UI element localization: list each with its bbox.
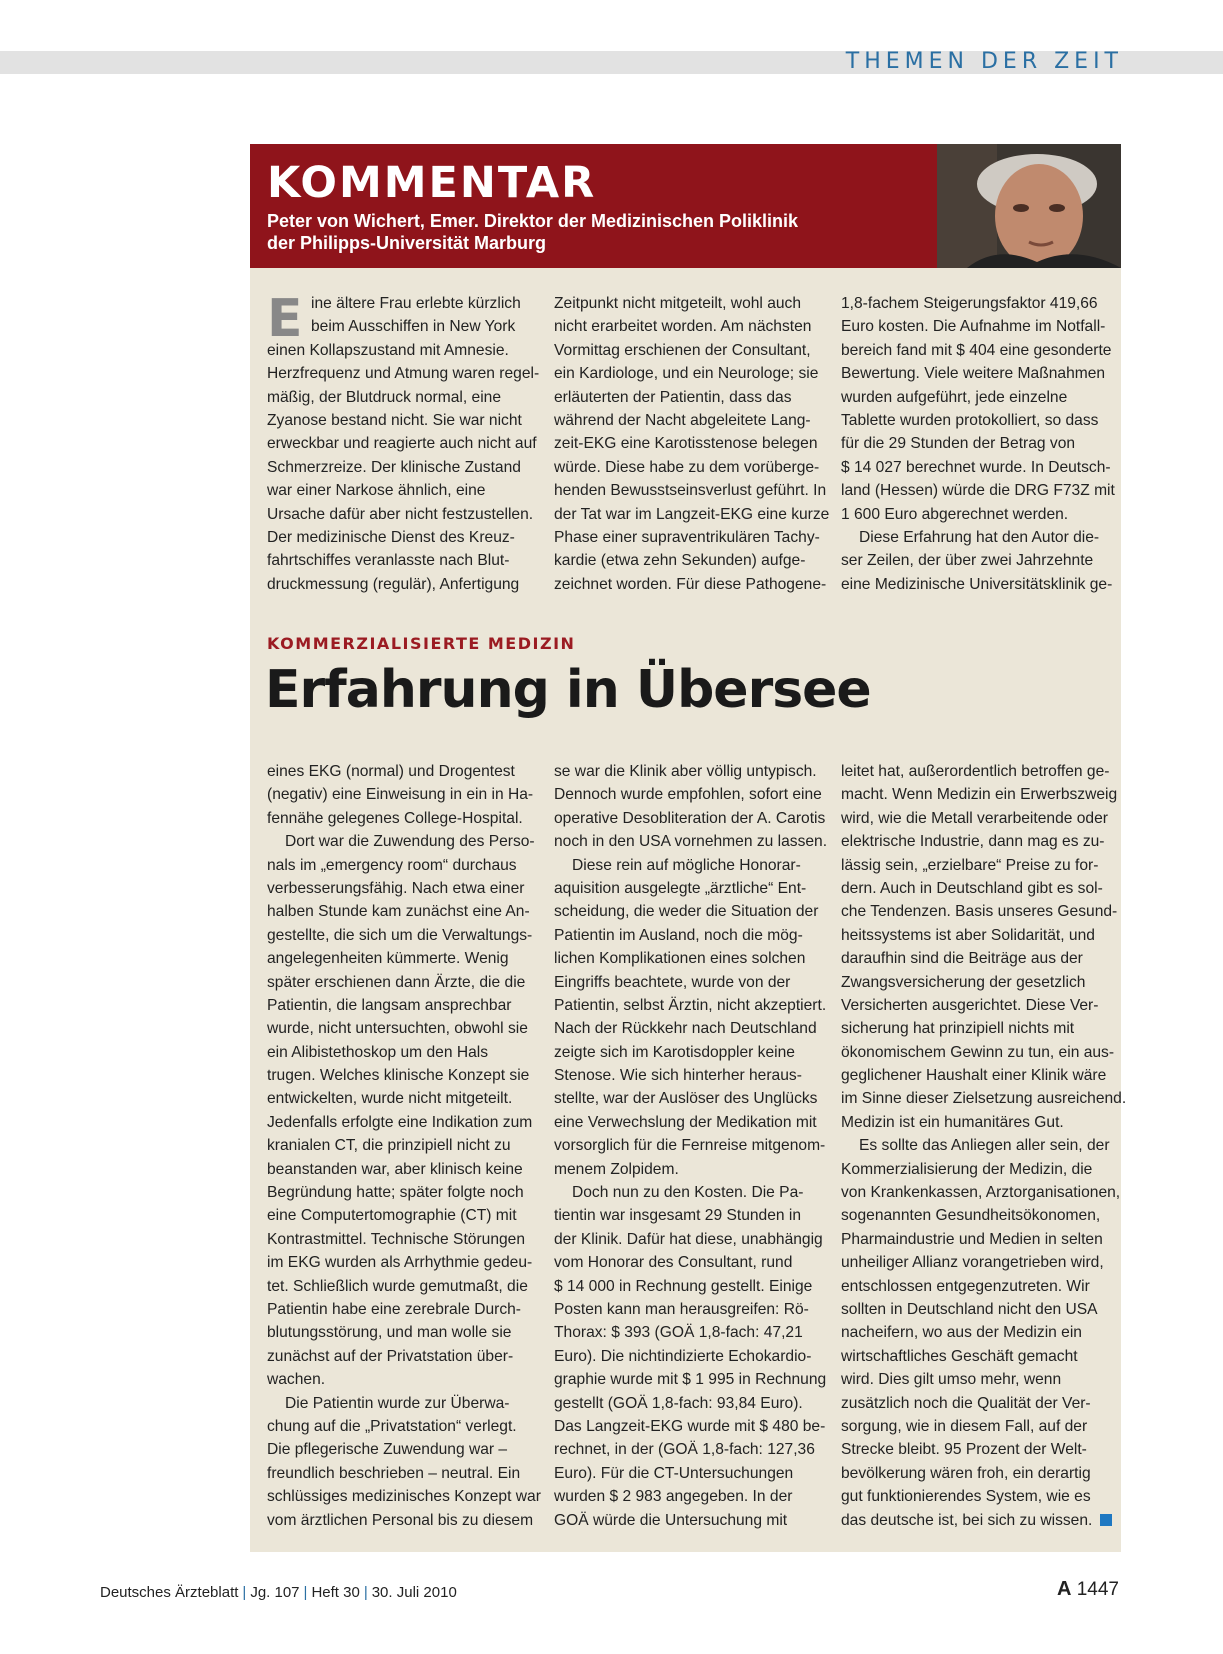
comment-header xyxy=(250,144,937,268)
author-photo xyxy=(937,144,1121,268)
text-line: gestellte, die sich um die Verwaltungs- xyxy=(267,926,533,944)
footer-citation xyxy=(100,1584,457,1601)
text-line: Nach der Rückkehr nach Deutschland xyxy=(554,1020,817,1038)
bottom-column-1 xyxy=(267,760,541,1532)
text-line: sogenannten Gesundheitsökonomen, xyxy=(841,1207,1101,1225)
text-line: Eingriffs beachtete, wurde von der xyxy=(554,973,791,991)
text-line: leitet hat, außerordentlich betroffen ge- xyxy=(841,763,1110,780)
text-line: zusätzlich noch die Qualität der Ver- xyxy=(841,1394,1091,1412)
text-line: $ 14 027 berechnet wurde. In Deutsch- xyxy=(841,458,1111,476)
text-line: Die Patientin wurde zur Überwa- xyxy=(285,1394,510,1412)
bottom-column-2 xyxy=(554,760,828,1532)
text-line: gestellt (GOÄ 1,8-fach: 93,84 Euro). xyxy=(554,1394,803,1412)
text-line: druckmessung (regulär), Anfertigung xyxy=(267,575,520,593)
text-line: eine Computertomographie (CT) mit xyxy=(267,1207,517,1225)
author-portrait-image xyxy=(937,144,1121,268)
text-line: nals im „emergency room“ durchaus xyxy=(267,856,517,874)
text-line: Versicherten ausgerichtet. Diese Ver- xyxy=(841,996,1099,1014)
text-line: Diese Erfahrung hat den Autor die- xyxy=(859,528,1100,546)
text-line: einen Kollapszustand mit Amnesie. xyxy=(267,341,509,359)
text-line: kranialen CT, die prinzipiell nicht zu xyxy=(267,1137,511,1155)
text-line: der Klinik. Dafür hat diese, unabhängig xyxy=(554,1230,823,1248)
text-line: eine Medizinische Universitätsklinik ge- xyxy=(841,575,1113,593)
text-line: lichen Komplikationen eines solchen xyxy=(554,950,806,968)
text-line: se war die Klinik aber völlig untypisch. xyxy=(554,763,817,780)
text-line: fahrtschiffes veranlasste nach Blut- xyxy=(267,552,510,570)
text-line: fennähe gelegenes College-Hospital. xyxy=(267,809,523,827)
text-line: nacheifern, wo aus der Medizin ein xyxy=(841,1324,1082,1342)
text-line: chung auf die „Privatstation“ verlegt. xyxy=(267,1417,517,1435)
text-line: der Tat war im Langzeit-EKG eine kurze xyxy=(554,505,830,523)
text-line: Jedenfalls erfolgte eine Indikation zum xyxy=(267,1113,533,1131)
text-line: tientin war insgesamt 29 Stunden in xyxy=(554,1207,802,1225)
bottom-column-3 xyxy=(841,760,1127,1532)
text-line: vorsorglich für die Fernreise mitgenom- xyxy=(554,1137,826,1155)
text-line: Euro). Die nichtindizierte Echokardio- xyxy=(554,1347,812,1365)
text-line: würde. Diese habe zu dem vorüberge- xyxy=(554,458,820,476)
text-line: angelegenheiten kümmerte. Wenig xyxy=(267,950,509,968)
text-line: mäßig, der Blutdruck normal, eine xyxy=(267,388,502,406)
page-prefix: A xyxy=(1056,1578,1072,1600)
text-line: eine Verwechslung der Medikation mit xyxy=(554,1113,817,1131)
article-kicker: KOMMERZIALISIERTE MEDIZIN xyxy=(267,634,576,653)
text-line: bereich fand mit $ 404 eine gesonderte xyxy=(841,341,1112,359)
drop-cap: E xyxy=(267,289,303,349)
text-line: Kontrastmittel. Technische Störungen xyxy=(267,1230,526,1248)
text-line: während der Nacht abgeleitete Lang- xyxy=(554,411,811,429)
text-line: freundlich beschrieben – neutral. Ein xyxy=(267,1464,521,1482)
text-line: Patientin, selbst Ärztin, nicht akzeptiert. xyxy=(554,996,827,1014)
text-line: wachen. xyxy=(267,1371,326,1389)
text-line: trugen. Welches klinische Konzept sie xyxy=(267,1067,530,1085)
last-text-line xyxy=(841,1509,1101,1532)
text-line: wirtschaftliches Geschäft gemacht xyxy=(841,1347,1078,1365)
text-line: blutungsstörung, und man wolle sie xyxy=(267,1324,512,1342)
page-number xyxy=(1057,1578,1119,1601)
text-line: Das Langzeit-EKG wurde mit $ 480 be- xyxy=(554,1417,826,1435)
issue-date: 30. Juli 2010 xyxy=(371,1584,457,1601)
text-line: Zwangsversicherung der gesetzlich xyxy=(841,973,1086,991)
text-line: unheiliger Allianz vorangetrieben wird, xyxy=(841,1254,1104,1272)
text-line: Schmerzreize. Der klinische Zustand xyxy=(267,458,521,476)
text-line: heitssystems ist aber Solidarität, und xyxy=(841,926,1095,944)
text-line: Dort war die Zuwendung des Perso- xyxy=(285,833,535,851)
text-line: menem Zolpidem. xyxy=(554,1160,679,1178)
text-line: das deutsche ist, bei sich zu wissen. xyxy=(841,1511,1093,1529)
text-line: erweckbar und reagierte auch nicht auf xyxy=(267,435,537,453)
text-line: Patientin habe eine zerebrale Durch- xyxy=(267,1300,521,1318)
text-line: schlüssiges medizinisches Konzept war xyxy=(267,1488,541,1506)
text-line: im Sinne dieser Zielsetzung ausreichend. xyxy=(841,1090,1127,1108)
text-line: stellte, war der Auslöser des Unglücks xyxy=(554,1090,818,1108)
text-line: geglichener Haushalt einer Klinik wäre xyxy=(841,1067,1107,1085)
text-line: halben Stunde kam zunächst eine An- xyxy=(267,903,530,921)
text-line: Pharmaindustrie und Medien in selten xyxy=(841,1230,1103,1248)
text-line: Bewertung. Viele weitere Maßnahmen xyxy=(841,365,1106,383)
author-line xyxy=(267,210,798,254)
text-line: tet. Schließlich wurde gemutmaßt, die xyxy=(267,1277,528,1295)
text-line: dern. Auch in Deutschland gibt es sol- xyxy=(841,879,1103,897)
text-line: ein Alibistethoskop um den Hals xyxy=(267,1043,489,1061)
text-line: Patientin im Ausland, noch die mög- xyxy=(554,926,803,944)
text-line: wurde, nicht untersuchten, obwohl sie xyxy=(267,1020,528,1038)
text-line: (negativ) eine Einweisung in ein in Ha- xyxy=(267,786,534,804)
text-line: Herzfrequenz und Atmung waren regel- xyxy=(267,365,540,383)
text-line: Strecke bleibt. 95 Prozent der Welt- xyxy=(841,1441,1087,1459)
text-line: im EKG wurden als Arrhythmie gedeu- xyxy=(267,1254,533,1272)
text-line: wird, wie die Metall verarbeitende oder xyxy=(841,809,1108,827)
text-line: henden Bewusstseinsverlust geführt. In xyxy=(554,482,827,500)
text-line: ser Zeilen, der über zwei Jahrzehnte xyxy=(841,552,1094,570)
journal-name: Deutsches Ärzteblatt xyxy=(100,1584,239,1601)
top-column-2 xyxy=(554,292,830,596)
end-of-article-square-icon xyxy=(1100,1514,1112,1526)
text-line: Euro). Für die CT-Untersuchungen xyxy=(554,1464,794,1482)
text-line: zunächst auf der Privatstation über- xyxy=(267,1347,514,1365)
text-line: gut funktionierendes System, wie es xyxy=(841,1488,1091,1506)
text-line: land (Hessen) würde die DRG F73Z mit xyxy=(841,482,1115,500)
text-line: scheidung, die weder die Situation der xyxy=(554,903,819,921)
text-line: später erschienen dann Ärzte, die die xyxy=(267,973,526,991)
text-line: verbesserungsfähig. Nach etwa einer xyxy=(267,879,525,897)
text-line: Vormittag erschienen der Consultant, xyxy=(554,341,811,359)
text-line: ine ältere Frau erlebte kürzlich xyxy=(311,295,521,312)
text-line: vom Honorar des Consultant, rund xyxy=(554,1254,793,1272)
text-line: Kommerzialisierung der Medizin, die xyxy=(841,1160,1093,1178)
text-line: entwickelten, wurde nicht mitgeteilt. xyxy=(267,1090,513,1108)
text-line: wird. Dies gilt umso mehr, wenn xyxy=(841,1371,1062,1389)
text-line: noch in den USA vornehmen zu lassen. xyxy=(554,833,828,851)
text-line: che Tendenzen. Basis unseres Gesund- xyxy=(841,903,1118,921)
text-line: Doch nun zu den Kosten. Die Pa- xyxy=(572,1184,804,1202)
text-line: graphie wurde mit $ 1 995 in Rechnung xyxy=(554,1371,827,1389)
issue: Heft 30 xyxy=(311,1584,360,1601)
text-line: ökonomischem Gewinn zu tun, ein aus- xyxy=(841,1043,1115,1061)
text-line: erläuterten der Patientin, dass das xyxy=(554,388,792,406)
separator: | xyxy=(303,1584,308,1601)
text-line: vom ärztlichen Personal bis zu diesem xyxy=(267,1511,534,1529)
text-line: sorgung, wie in diesem Fall, auf der xyxy=(841,1417,1088,1435)
text-line: Dennoch wurde empfohlen, sofort eine xyxy=(554,786,822,804)
author-line-1: Peter von Wichert, Emer. Direktor der Medizinischen Poliklinik xyxy=(267,211,798,231)
text-line: zeichnet worden. Für diese Pathogene- xyxy=(554,575,827,593)
text-line: Diese rein auf mögliche Honorar- xyxy=(572,856,801,874)
text-line: sollten in Deutschland nicht den USA xyxy=(841,1300,1098,1318)
author-line-2: der Philipps-Universität Marburg xyxy=(267,233,547,253)
text-line: aquisition ausgelegte „ärztliche“ Ent- xyxy=(554,879,807,897)
text-line: operative Desobliteration der A. Carotis xyxy=(554,809,826,827)
top-column-3 xyxy=(841,292,1115,596)
text-line: Ursache dafür aber nicht festzustellen. xyxy=(267,505,534,523)
text-line: beanstanden war, aber klinisch keine xyxy=(267,1160,523,1178)
text-line: Zyanose bestand nicht. Sie war nicht xyxy=(267,411,522,429)
text-line: macht. Wenn Medizin ein Erwerbszweig xyxy=(841,786,1118,804)
top-column-1 xyxy=(267,289,540,596)
text-line: Phase einer supraventrikulären Tachy- xyxy=(554,528,820,546)
text-line: sicherung hat prinzipiell nichts mit xyxy=(841,1020,1075,1038)
text-line: ein Kardiologe, und ein Neurologe; sie xyxy=(554,365,819,383)
text-line: elektrische Industrie, dann mag es zu- xyxy=(841,833,1105,851)
text-line: für die 29 Stunden der Betrag von xyxy=(841,435,1076,453)
article-headline: Erfahrung in Übersee xyxy=(265,660,871,720)
text-line: von Krankenkassen, Arztorganisationen, xyxy=(841,1184,1121,1202)
text-line: daraufhin sind die Beiträge aus der xyxy=(841,950,1083,968)
text-line: eines EKG (normal) und Drogentest xyxy=(267,763,515,780)
text-line: Der medizinische Dienst des Kreuz- xyxy=(267,528,515,546)
text-line: Begründung hatte; später folgte noch xyxy=(267,1184,524,1202)
text-line: Zeitpunkt nicht mitgeteilt, wohl auch xyxy=(554,295,802,312)
text-line: bevölkerung wären froh, ein derartig xyxy=(841,1464,1091,1482)
separator: | xyxy=(363,1584,368,1601)
text-line: Tablette wurden protokolliert, so dass xyxy=(841,411,1099,429)
text-line: 1,8-fachem Steigerungsfaktor 419,66 xyxy=(841,295,1098,312)
text-line: 1 600 Euro abgerechnet werden. xyxy=(841,505,1069,523)
text-line: Stenose. Wie sich hinterher heraus- xyxy=(554,1067,802,1085)
text-line: Es sollte das Anliegen aller sein, der xyxy=(859,1137,1110,1155)
separator: | xyxy=(242,1584,247,1601)
text-line: beim Ausschiffen in New York xyxy=(311,318,516,336)
page-number-value: 1447 xyxy=(1076,1579,1119,1600)
text-line: kardie (etwa zehn Sekunden) aufge- xyxy=(554,552,806,570)
text-line: rechnet, in der (GOÄ 1,8-fach: 127,36 xyxy=(554,1441,815,1459)
text-line: wurden $ 2 983 angegeben. In der xyxy=(554,1488,793,1506)
text-line: Medizin ist ein humanitäres Gut. xyxy=(841,1113,1064,1131)
text-line: war einer Narkose ähnlich, eine xyxy=(267,482,486,500)
text-line: entschlossen entgegenzutreten. Wir xyxy=(841,1277,1090,1295)
text-line: GOÄ würde die Untersuchung mit xyxy=(554,1511,788,1529)
text-line: nicht erarbeitet worden. Am nächsten xyxy=(554,318,812,336)
text-line: Euro kosten. Die Aufnahme im Notfall- xyxy=(841,318,1106,336)
text-line: Thorax: $ 393 (GOÄ 1,8-fach: 47,21 xyxy=(554,1324,803,1342)
section-label: THEMEN DER ZEIT xyxy=(845,49,1123,74)
text-line: wurden aufgeführt, jede einzelne xyxy=(841,388,1068,406)
text-line: zeigte sich im Karotisdoppler keine xyxy=(554,1043,795,1061)
text-line: Die pflegerische Zuwendung war – xyxy=(267,1441,508,1459)
text-line: $ 14 000 in Rechnung gestellt. Einige xyxy=(554,1277,813,1295)
text-line: Patientin, die langsam ansprechbar xyxy=(267,996,512,1014)
header-label: KOMMENTAR xyxy=(267,158,597,208)
text-line: lässig sein, „erzielbare“ Preise zu for- xyxy=(841,856,1099,874)
text-line: zeit-EKG eine Karotisstenose belegen xyxy=(554,435,818,453)
volume: Jg. 107 xyxy=(250,1584,300,1601)
text-line: Posten kann man herausgreifen: Rö- xyxy=(554,1300,809,1318)
